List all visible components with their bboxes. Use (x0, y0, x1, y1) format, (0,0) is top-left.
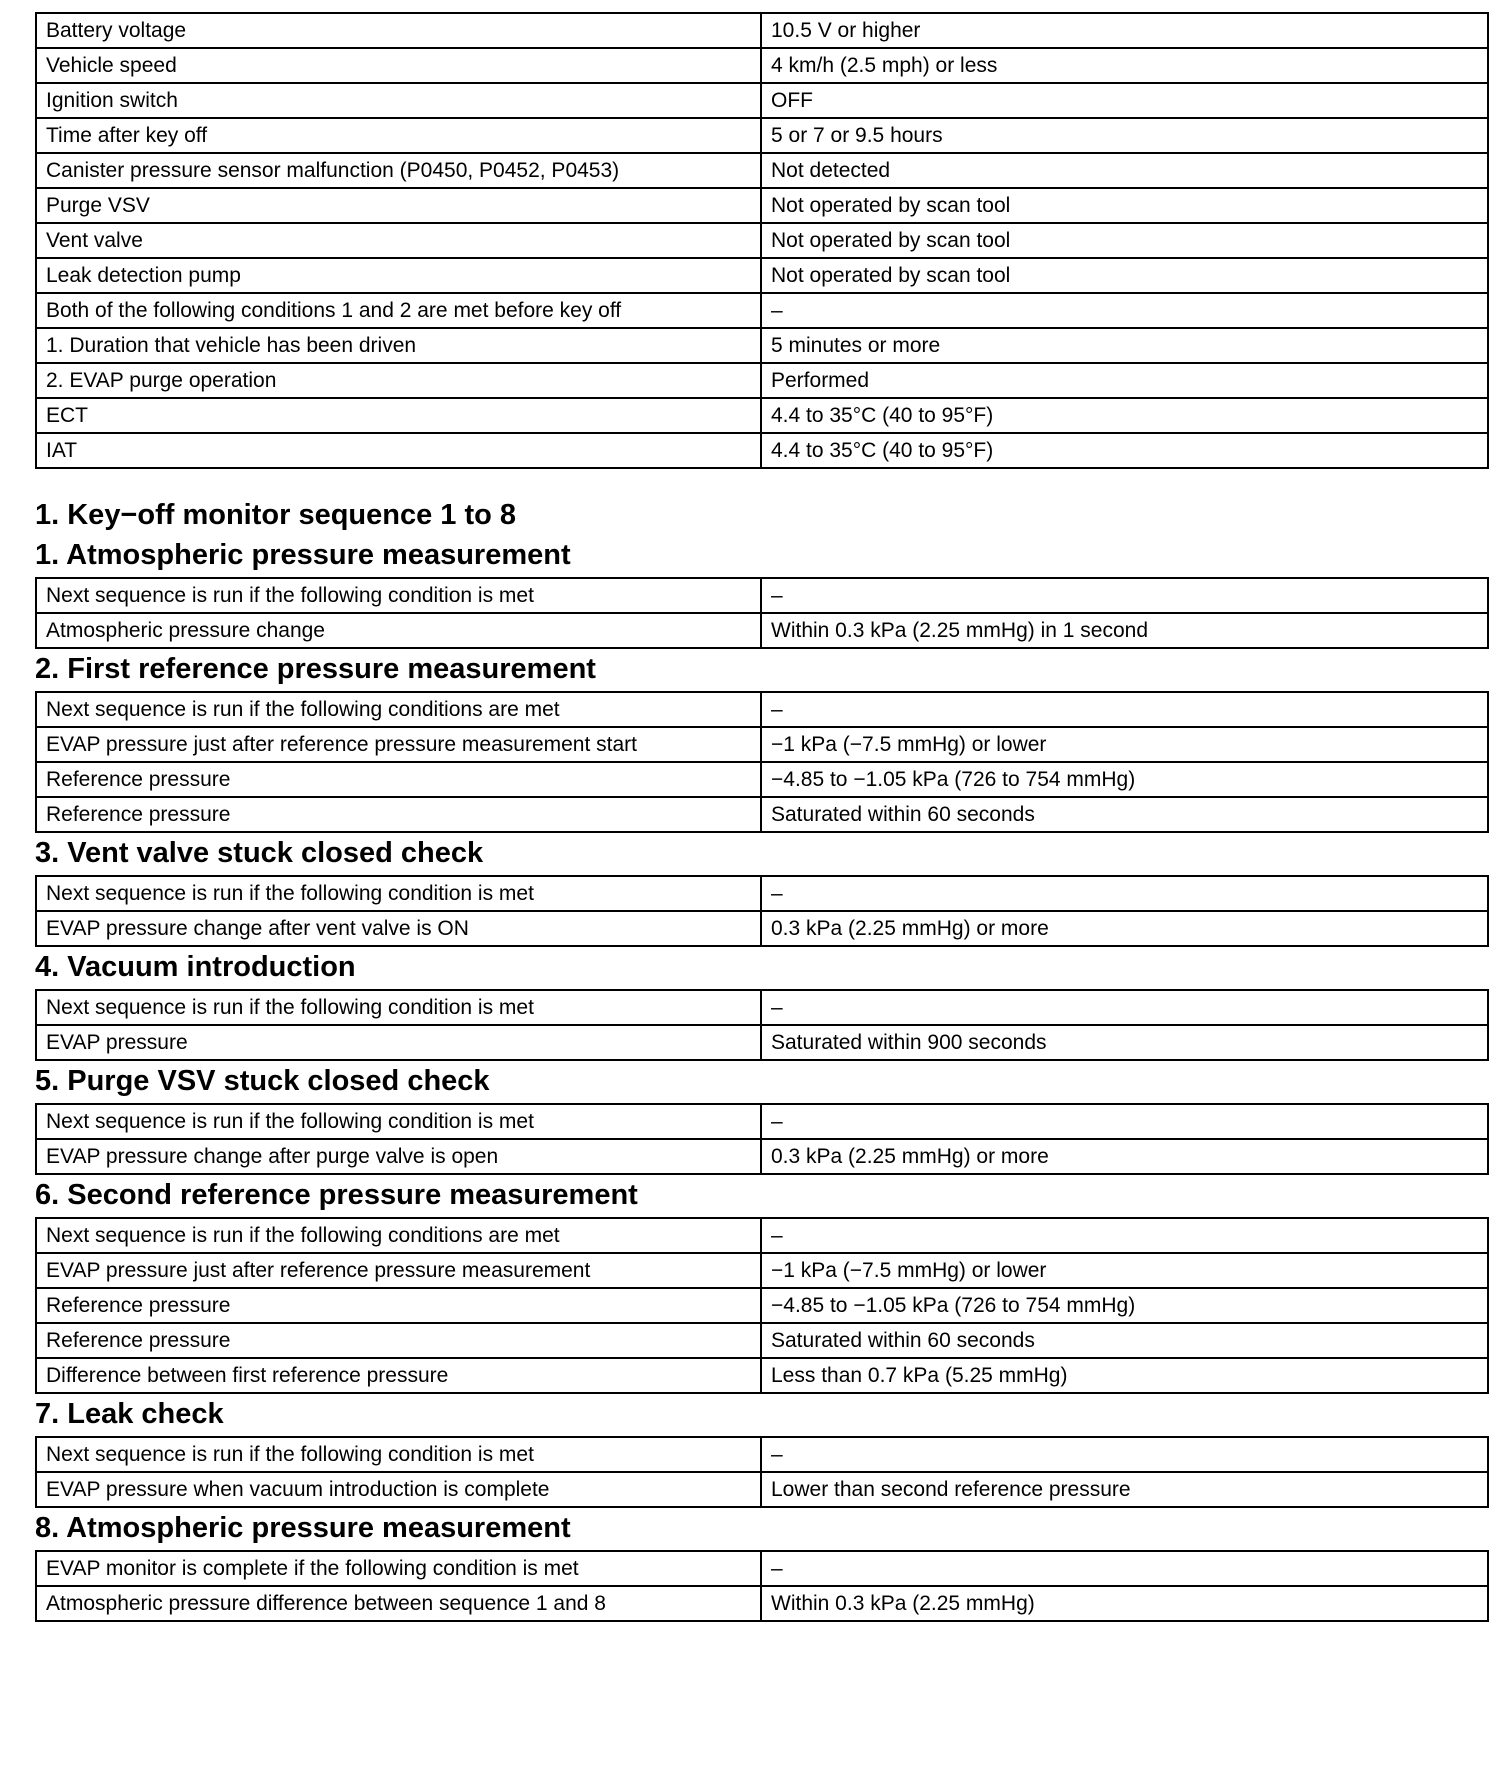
table-row (36, 1586, 1488, 1621)
condition-value-cell: – (761, 1104, 1488, 1139)
condition-item-cell: EVAP pressure change after vent valve is ON (36, 911, 761, 946)
section-heading: 8. Atmospheric pressure measurement (35, 1512, 571, 1544)
condition-value-cell: – (761, 293, 1488, 328)
condition-value-cell: −1 kPa (−7.5 mmHg) or lower (761, 1253, 1488, 1288)
table-row (36, 990, 1488, 1025)
sequence-table (35, 989, 1489, 1061)
sequence-section (35, 1175, 1465, 1394)
condition-value-cell: −4.85 to −1.05 kPa (726 to 754 mmHg) (761, 762, 1488, 797)
condition-value-cell: Less than 0.7 kPa (5.25 mmHg) (761, 1358, 1488, 1393)
table-row (36, 1218, 1488, 1253)
table-row (36, 1323, 1488, 1358)
sequence-table (35, 1436, 1489, 1508)
table-row (36, 1288, 1488, 1323)
table-row (36, 1139, 1488, 1174)
condition-value-cell: Not operated by scan tool (761, 223, 1488, 258)
condition-item-cell: Purge VSV (36, 188, 761, 223)
table-row (36, 1437, 1488, 1472)
condition-item-cell: 1. Duration that vehicle has been driven (36, 328, 761, 363)
table-row (36, 1551, 1488, 1586)
condition-value-cell: −1 kPa (−7.5 mmHg) or lower (761, 727, 1488, 762)
table-row (36, 258, 1488, 293)
section-heading: 2. First reference pressure measurement (35, 653, 596, 685)
table-row (36, 1253, 1488, 1288)
condition-item-cell: Reference pressure (36, 797, 761, 832)
table-row (36, 13, 1488, 48)
condition-item-cell: EVAP pressure just after reference pressure measurement (36, 1253, 761, 1288)
condition-item-cell: Reference pressure (36, 1323, 761, 1358)
condition-value-cell: Not detected (761, 153, 1488, 188)
table-row (36, 613, 1488, 648)
conditions-table (35, 12, 1489, 469)
table-row (36, 911, 1488, 946)
table-row (36, 1472, 1488, 1507)
condition-item-cell: 2. EVAP purge operation (36, 363, 761, 398)
table-row (36, 433, 1488, 468)
table-row (36, 83, 1488, 118)
condition-item-cell: ECT (36, 398, 761, 433)
table-row (36, 1025, 1488, 1060)
condition-value-cell: OFF (761, 83, 1488, 118)
condition-item-cell: Next sequence is run if the following condition is met (36, 1437, 761, 1472)
condition-value-cell: – (761, 876, 1488, 911)
condition-value-cell: – (761, 1218, 1488, 1253)
table-row (36, 762, 1488, 797)
condition-value-cell: – (761, 990, 1488, 1025)
condition-value-cell: Lower than second reference pressure (761, 1472, 1488, 1507)
sequence-section (35, 649, 1465, 833)
sequence-sections (35, 535, 1465, 1622)
condition-item-cell: Battery voltage (36, 13, 761, 48)
table-row (36, 1104, 1488, 1139)
condition-item-cell: Time after key off (36, 118, 761, 153)
condition-item-cell: Atmospheric pressure difference between sequence 1 and 8 (36, 1586, 761, 1621)
condition-value-cell: – (761, 578, 1488, 613)
table-row (36, 223, 1488, 258)
condition-item-cell: Vent valve (36, 223, 761, 258)
table-row (36, 1358, 1488, 1393)
condition-item-cell: Reference pressure (36, 762, 761, 797)
condition-value-cell: 0.3 kPa (2.25 mmHg) or more (761, 911, 1488, 946)
condition-item-cell: Atmospheric pressure change (36, 613, 761, 648)
condition-value-cell: 10.5 V or higher (761, 13, 1488, 48)
condition-value-cell: Within 0.3 kPa (2.25 mmHg) in 1 second (761, 613, 1488, 648)
table-row (36, 363, 1488, 398)
sequence-table (35, 1550, 1489, 1622)
condition-value-cell: – (761, 692, 1488, 727)
condition-item-cell: Next sequence is run if the following condition is met (36, 990, 761, 1025)
condition-item-cell: Next sequence is run if the following condition is met (36, 1104, 761, 1139)
condition-item-cell: Next sequence is run if the following condition is met (36, 876, 761, 911)
condition-item-cell: EVAP monitor is complete if the following condition is met (36, 1551, 761, 1586)
main-heading: 1. Key−off monitor sequence 1 to 8 (35, 499, 517, 531)
table-row (36, 188, 1488, 223)
section-heading: 6. Second reference pressure measurement (35, 1179, 638, 1211)
condition-value-cell: Within 0.3 kPa (2.25 mmHg) (761, 1586, 1488, 1621)
sequence-section (35, 1061, 1465, 1175)
table-row (36, 328, 1488, 363)
section-heading: 4. Vacuum introduction (35, 951, 356, 983)
condition-value-cell: 0.3 kPa (2.25 mmHg) or more (761, 1139, 1488, 1174)
condition-value-cell: Saturated within 900 seconds (761, 1025, 1488, 1060)
section-heading: 3. Vent valve stuck closed check (35, 837, 484, 869)
sequence-section (35, 947, 1465, 1061)
table-row (36, 692, 1488, 727)
condition-value-cell: Saturated within 60 seconds (761, 797, 1488, 832)
condition-value-cell: 5 minutes or more (761, 328, 1488, 363)
condition-item-cell: Ignition switch (36, 83, 761, 118)
document-page (35, 12, 1465, 1622)
condition-item-cell: Difference between first reference pressure (36, 1358, 761, 1393)
section-heading: 7. Leak check (35, 1398, 224, 1430)
sequence-table (35, 1217, 1489, 1394)
section-heading: 1. Atmospheric pressure measurement (35, 539, 571, 571)
condition-value-cell: Not operated by scan tool (761, 188, 1488, 223)
condition-value-cell: Saturated within 60 seconds (761, 1323, 1488, 1358)
condition-item-cell: Next sequence is run if the following conditions are met (36, 1218, 761, 1253)
table-row (36, 118, 1488, 153)
condition-item-cell: Reference pressure (36, 1288, 761, 1323)
table-row (36, 48, 1488, 83)
condition-value-cell: 4.4 to 35°C (40 to 95°F) (761, 398, 1488, 433)
sequence-table (35, 875, 1489, 947)
table-row (36, 293, 1488, 328)
sequence-section (35, 535, 1465, 649)
condition-value-cell: 4.4 to 35°C (40 to 95°F) (761, 433, 1488, 468)
condition-item-cell: IAT (36, 433, 761, 468)
condition-item-cell: EVAP pressure just after reference pressure measurement start (36, 727, 761, 762)
section-heading: 5. Purge VSV stuck closed check (35, 1065, 490, 1097)
table-row (36, 398, 1488, 433)
condition-value-cell: – (761, 1551, 1488, 1586)
condition-value-cell: 4 km/h (2.5 mph) or less (761, 48, 1488, 83)
table-row (36, 876, 1488, 911)
condition-item-cell: Both of the following conditions 1 and 2 are met before key off (36, 293, 761, 328)
condition-item-cell: EVAP pressure when vacuum introduction is complete (36, 1472, 761, 1507)
condition-item-cell: Vehicle speed (36, 48, 761, 83)
sequence-section (35, 833, 1465, 947)
sequence-table (35, 691, 1489, 833)
condition-value-cell: Performed (761, 363, 1488, 398)
condition-item-cell: EVAP pressure change after purge valve is open (36, 1139, 761, 1174)
condition-value-cell: Not operated by scan tool (761, 258, 1488, 293)
table-row (36, 153, 1488, 188)
sequence-table (35, 1103, 1489, 1175)
condition-item-cell: Canister pressure sensor malfunction (P0450, P0452, P0453) (36, 153, 761, 188)
condition-item-cell: EVAP pressure (36, 1025, 761, 1060)
table-row (36, 578, 1488, 613)
sequence-section (35, 1394, 1465, 1508)
condition-item-cell: Next sequence is run if the following conditions are met (36, 692, 761, 727)
sequence-table (35, 577, 1489, 649)
sequence-section (35, 1508, 1465, 1622)
condition-item-cell: Next sequence is run if the following condition is met (36, 578, 761, 613)
table-row (36, 727, 1488, 762)
condition-value-cell: 5 or 7 or 9.5 hours (761, 118, 1488, 153)
condition-value-cell: −4.85 to −1.05 kPa (726 to 754 mmHg) (761, 1288, 1488, 1323)
table-row (36, 797, 1488, 832)
condition-value-cell: – (761, 1437, 1488, 1472)
condition-item-cell: Leak detection pump (36, 258, 761, 293)
